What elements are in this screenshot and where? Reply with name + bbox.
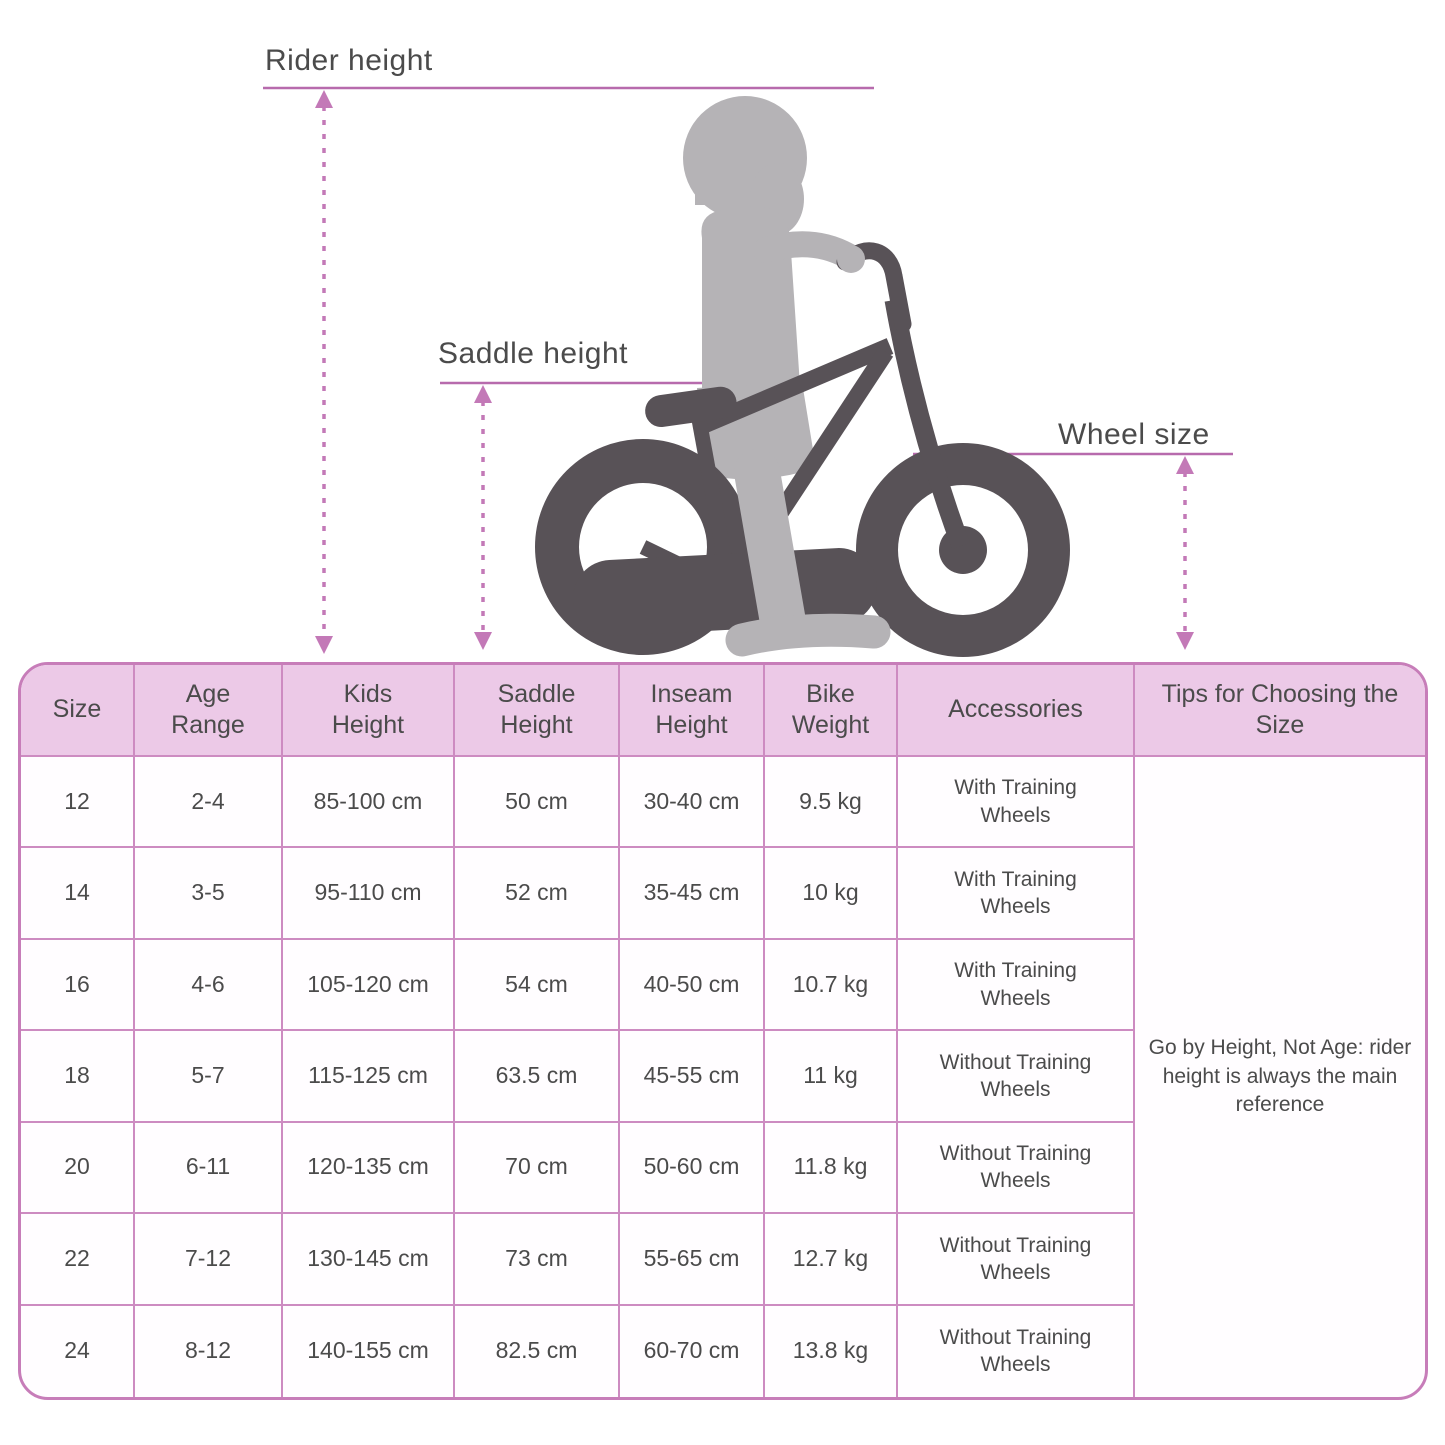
table-cell: 22 xyxy=(21,1214,135,1305)
wheel-size-label: Wheel size xyxy=(1058,418,1210,451)
table-cell: 11 kg xyxy=(765,1031,898,1122)
table-cell: 16 xyxy=(21,940,135,1031)
header-cell-bike-weight: Bike Weight xyxy=(765,665,898,757)
child-hand xyxy=(837,245,865,273)
table-cell: 12.7 kg xyxy=(765,1214,898,1305)
table-cell: 9.5 kg xyxy=(765,757,898,848)
table-cell-accessories: With Training Wheels xyxy=(898,757,1135,848)
table-cell: 50 cm xyxy=(455,757,620,848)
table-cell: 10 kg xyxy=(765,848,898,939)
table-cell: 6-11 xyxy=(135,1123,283,1214)
child-arm xyxy=(766,244,848,256)
table-cell: 50-60 cm xyxy=(620,1123,765,1214)
bike-size-diagram xyxy=(0,0,1445,662)
table-cell: 140-155 cm xyxy=(283,1306,455,1397)
header-cell-kids-height: Kids Height xyxy=(283,665,455,757)
table-cell-accessories: Without Training Wheels xyxy=(898,1123,1135,1214)
table-cell: 130-145 cm xyxy=(283,1214,455,1305)
table-cell: 55-65 cm xyxy=(620,1214,765,1305)
table-cell: 20 xyxy=(21,1123,135,1214)
table-cell: 4-6 xyxy=(135,940,283,1031)
saddle-height-label: Saddle height xyxy=(438,337,628,370)
table-cell: 95-110 cm xyxy=(283,848,455,939)
table-cell: 54 cm xyxy=(455,940,620,1031)
table-cell-accessories: Without Training Wheels xyxy=(898,1214,1135,1305)
table-cell: 30-40 cm xyxy=(620,757,765,848)
tips-merged-cell: Go by Height, Not Age: rider height is always the main reference xyxy=(1148,1036,1412,1117)
table-cell: 18 xyxy=(21,1031,135,1122)
child-leg xyxy=(757,472,783,622)
header-cell-age-range: Age Range xyxy=(135,665,283,757)
rider-height-label: Rider height xyxy=(265,44,433,77)
header-cell-size: Size xyxy=(21,665,135,757)
table-cell: 85-100 cm xyxy=(283,757,455,848)
table-cell: 2-4 xyxy=(135,757,283,848)
header-cell-accessories: Accessories xyxy=(898,665,1135,757)
header-cell-tips: Tips for Choosing the Size xyxy=(1135,665,1425,757)
table-cell: 10.7 kg xyxy=(765,940,898,1031)
table-cell: 11.8 kg xyxy=(765,1123,898,1214)
table-cell: 35-45 cm xyxy=(620,848,765,939)
table-cell: 8-12 xyxy=(135,1306,283,1397)
table-cell: 5-7 xyxy=(135,1031,283,1122)
table-cell: 12 xyxy=(21,757,135,848)
table-cell: 14 xyxy=(21,848,135,939)
table-cell: 60-70 cm xyxy=(620,1306,765,1397)
table-cell-accessories: Without Training Wheels xyxy=(898,1306,1135,1397)
table-cell: 3-5 xyxy=(135,848,283,939)
table-cell: 73 cm xyxy=(455,1214,620,1305)
table-cell: 7-12 xyxy=(135,1214,283,1305)
header-cell-saddle-height: Saddle Height xyxy=(455,665,620,757)
table-cell: 120-135 cm xyxy=(283,1123,455,1214)
table-cell: 40-50 cm xyxy=(620,940,765,1031)
table-cell-accessories: With Training Wheels xyxy=(898,940,1135,1031)
table-cell: 115-125 cm xyxy=(283,1031,455,1122)
table-cell: 52 cm xyxy=(455,848,620,939)
table-cell: 82.5 cm xyxy=(455,1306,620,1397)
child-shoe xyxy=(742,630,874,640)
bike-size-table xyxy=(18,662,1428,1400)
table-cell: 24 xyxy=(21,1306,135,1397)
table-cell: 63.5 cm xyxy=(455,1031,620,1122)
table-cell: 105-120 cm xyxy=(283,940,455,1031)
table-cell: 70 cm xyxy=(455,1123,620,1214)
table-cell-accessories: With Training Wheels xyxy=(898,848,1135,939)
table-cell: 45-55 cm xyxy=(620,1031,765,1122)
header-cell-inseam-height: Inseam Height xyxy=(620,665,765,757)
table-cell: 13.8 kg xyxy=(765,1306,898,1397)
table-cell-accessories: Without Training Wheels xyxy=(898,1031,1135,1122)
